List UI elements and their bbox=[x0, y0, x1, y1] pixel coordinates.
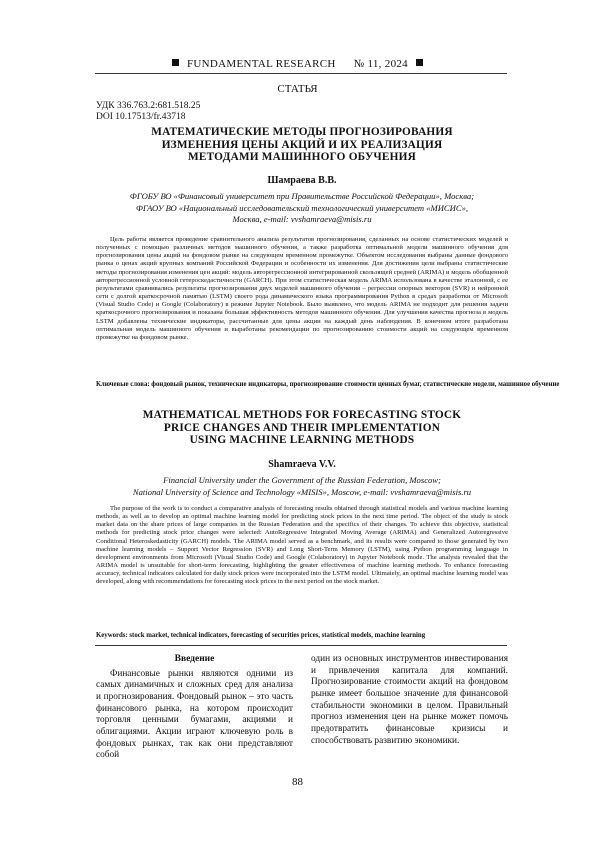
intro-right-column bbox=[311, 654, 508, 747]
ru-title bbox=[96, 126, 508, 164]
udc-code: УДК 336.763.2:681.518.25 bbox=[96, 101, 201, 111]
keywords-rule bbox=[95, 645, 507, 646]
doi: DOI 10.17513/fr.43718 bbox=[96, 111, 186, 122]
en-title-line: USING MACHINE LEARNING METHODS bbox=[189, 434, 415, 446]
journal-header bbox=[0, 58, 595, 70]
en-title-line: PRICE CHANGES AND THEIR IMPLEMENTATION bbox=[163, 421, 441, 434]
ru-keywords: Ключевые слова: фондовый рынок, технические индикаторы, прогнозирование стоимости ценных бумаг, статистические модели, машинное обучение bbox=[96, 381, 560, 388]
en-affiliation-line: Financial University under the Government of the Russian Federation, Moscow; bbox=[163, 475, 441, 485]
ru-affiliation-line: ФГОБУ ВО «Финансовый университет при Правительстве Российской Федерации», Москва; bbox=[129, 191, 475, 201]
journal-name: FUNDAMENTAL RESEARCH bbox=[187, 58, 336, 70]
en-affiliation-line: National University of Science and Technology «MISIS», Moscow, e-mail: vvshamraeva@misis.ru bbox=[132, 486, 472, 497]
ru-abstract: Цель работы является проведение сравнительного анализа результатов прогнозирования, сделанных на основе статистических моделей и полученных с помощью различных методов машинного обучения, а также разработка оптимальной модели машинного обучения для прогнозирования цены акций на фондовом рынке на следующем временном промежутке. Объектом исследования выбраны данные фондового рынка о ценах акций крупных компаний Российской Федерации и особенности их изменения. Для достижения цели выбраны статистические методы прогнозирования изменения цен акций: модель авторегрессионной интегрированной скользящей средней (ARIMA) и модель обобщенной авторегрессионной условной гетероскедастичности (GARCH). При этом статистическая модель ARIMA использована в качестве эталонной, с ее результатами сравнивались результаты прогнозирования двух моделей машинного обучения – регрессии опорных векторов (SVR) и нейронной сети с долгой краткосрочной памятью (LSTM) своего рода динамического языка программирования Python в средах разработки от Microsoft (Visual Studio Code) и Google (Colaboratory) в режиме Jupyter Notebook. Было выявлено, что модель ARIMA не подходит для решения задачи краткосрочного прогнозирования и показана большая эффективность методов машинного обучения. Для улучшения качества прогноза в модель LSTM добавлены технические индикаторы, рассчитанные для цены акции на каждый день наблюдения. В конечном итоге разработана оптимальная модель машинного обучения и выработаны рекомендации по прогнозированию стоимости акций на следующем временном промежутке на фондовом рынке. bbox=[96, 236, 508, 341]
en-author: Shamraeva V.V. bbox=[268, 459, 336, 470]
intro-paragraph: Финансовые рынки являются одними из самых динамичных и сложных сред для анализа и прогнозирования. Фондовый рынок – это часть финансового рынка, на котором происходит торговля ценными бумагами, акциями и облигациями. Акции играют ключевую роль в фондовых рынках, так как они представляют собой bbox=[96, 668, 293, 761]
ru-author: Шамраева В.В. bbox=[267, 175, 337, 186]
intro-heading: Введение bbox=[174, 654, 215, 664]
square-bullet-icon bbox=[172, 59, 179, 66]
intro-paragraph-continued: один из основных инструментов инвестирования и привлечения капитала для компаний. Прогнозирование стоимости акций на фондовом рынке имеет большое значение для финансовой стабильности экономики в целом. Правильный прогноз изменения цен на рынке может помочь предотвратить финансовые кризисы и способствовать развитию экономики. bbox=[311, 654, 508, 746]
ru-title-line: ИЗМЕНЕНИЯ ЦЕНЫ АКЦИЙ И ИХ РЕАЛИЗАЦИЯ bbox=[161, 138, 443, 151]
journal-issue: № 11, 2024 bbox=[353, 58, 408, 70]
en-keywords: Keywords: stock market, technical indicators, forecasting of securities prices, statistical models, machine learning bbox=[96, 632, 426, 639]
en-abstract: The purpose of the work is to conduct a comparative analysis of forecasting results obtained through statistical models and various machine learning methods, as well as to develop an optimal machine learning model for predicting stock prices in the next time period. The object of the study is stock market data on the share prices of large companies in the Russian Federation and the specifics of their changes. To achieve this objective, statistical methods for predicting stock price changes were selected: AutoRegressive Integrated Moving Average (ARIMA) and Generalized Autoregressive Conditional Heteroskedasticity (GARCH) models. The ARIMA model served as a benchmark, and its results were compared to those generated by two machine learning models – Support Vector Regression (SVR) and Long Short-Term Memory (LSTM), using Python programming language in development environments from Microsoft (Visual Studio Code) and Google (Colaboratory) in Jupyter Notebook mode. The analysis revealed that the ARIMA model is unsuitable for short-term forecasting, highlighting the greater effectiveness of machine learning methods. To enhance forecasting accuracy, technical indicators calculated for daily stock prices were incorporated into the LSTM model. Ultimately, an optimal machine learning model was developed, along with recommendations for forecasting stock prices in the next period on the stock market. bbox=[96, 505, 508, 586]
ru-affiliation-line: ФГАОУ ВО «Национальный исследовательский технологический университет «МИСИС», bbox=[135, 202, 469, 213]
en-title-line: MATHEMATICAL METHODS FOR FORECASTING STOCK bbox=[142, 409, 462, 421]
ru-affiliation-line: Москва, e-mail: vvshamraeva@misis.ru bbox=[232, 214, 372, 225]
header-rule bbox=[95, 73, 507, 74]
ru-title-line: МЕТОДАМИ МАШИННОГО ОБУЧЕНИЯ bbox=[187, 151, 416, 163]
section-label: СТАТЬЯ bbox=[277, 83, 318, 95]
en-affiliation bbox=[96, 475, 508, 498]
en-title bbox=[96, 409, 508, 447]
square-bullet-icon bbox=[416, 59, 423, 66]
udc-block bbox=[96, 101, 200, 122]
ru-title-line: МАТЕМАТИЧЕСКИЕ МЕТОДЫ ПРОГНОЗИРОВАНИЯ bbox=[151, 126, 453, 138]
intro-left-column bbox=[96, 654, 293, 762]
page-number: 88 bbox=[292, 776, 303, 788]
ru-affiliation bbox=[96, 191, 508, 226]
